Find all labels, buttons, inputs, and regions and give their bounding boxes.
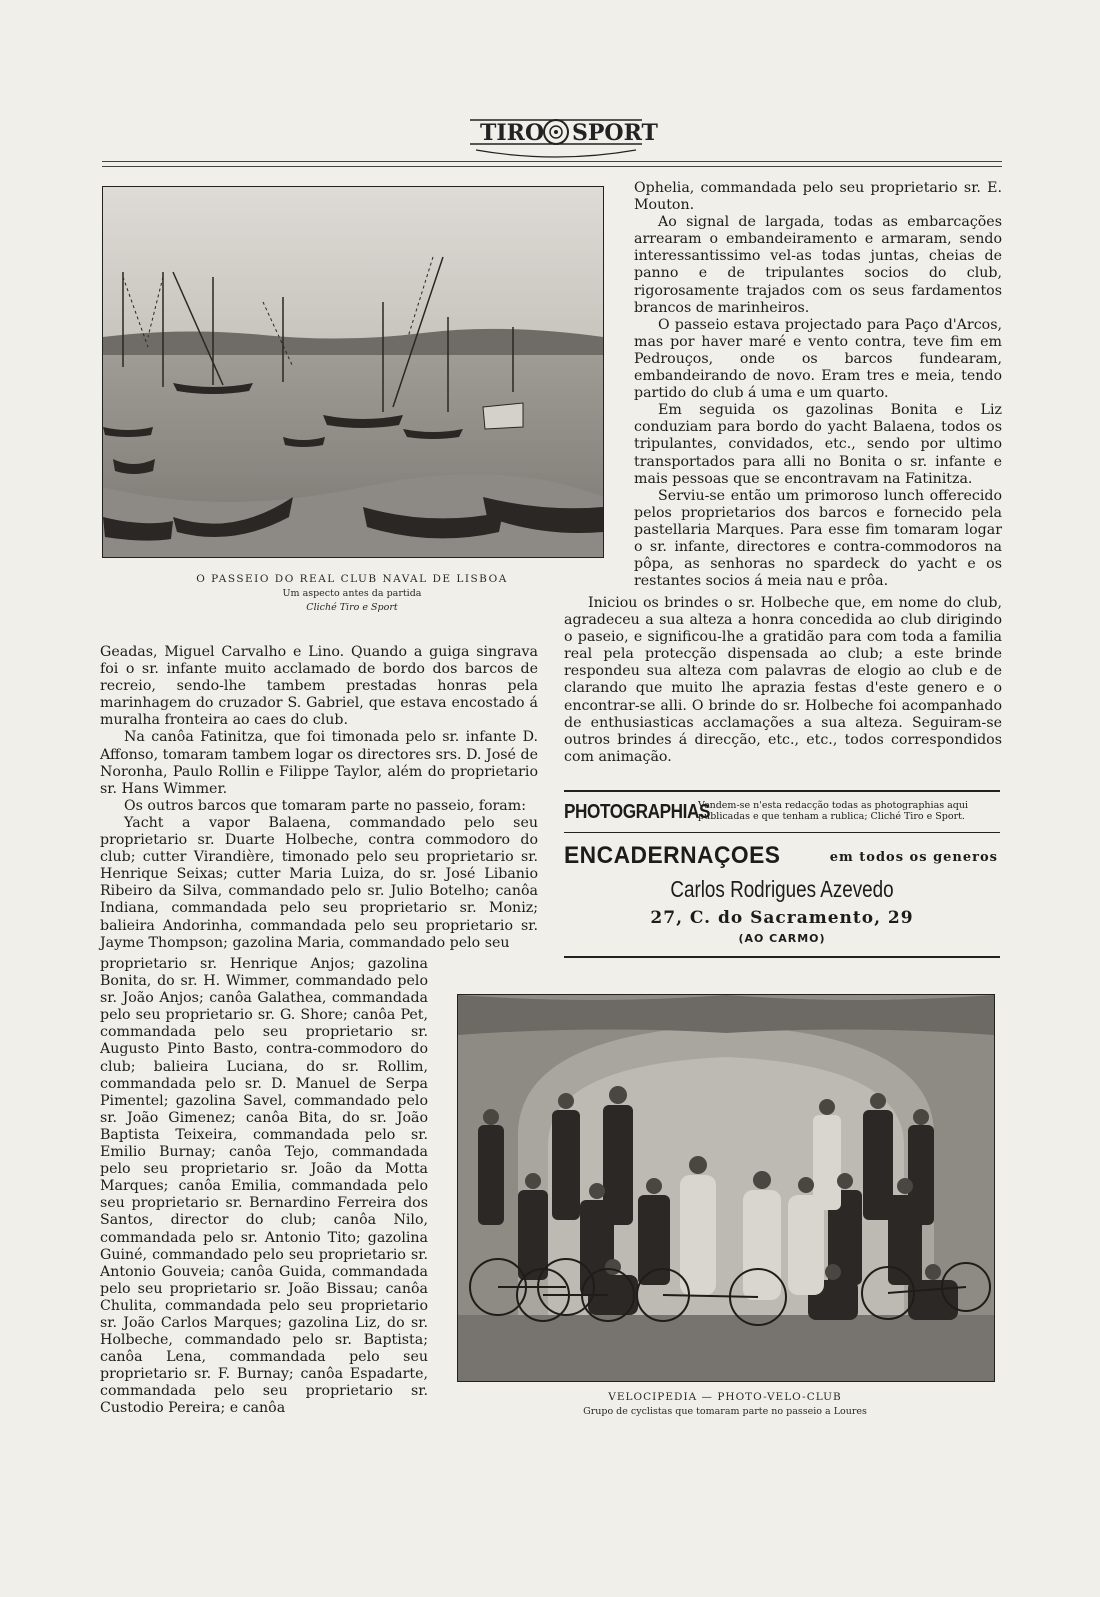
- article-mid-column: [564, 595, 1002, 766]
- ad-encadernacoes-location: (AO CARMO): [738, 932, 826, 945]
- paragraph: Serviu-se então um primoroso lunch offerecido pelos proprietarios dos barcos e fornecido pela pastellaria Marques. Para esse fim tomaram logar o sr. infante, directores e contra-commodoros na pôpa, as senhoras no spardeck do yacht e os restantes socios á meia nau e prôa.: [634, 487, 1002, 590]
- article-left-column: [100, 644, 538, 952]
- ad-photographias-text: Vendem-se n'esta redacção todas as photographias aqui publicadas e que tenham a rublica; Cliché Tiro e Sport.: [698, 800, 969, 822]
- svg-text:SPORT: SPORT: [572, 120, 658, 146]
- photo2-caption-sub: Grupo de cyclistas que tomaram parte no passeio a Loures: [583, 1406, 867, 1417]
- header-rule: [102, 166, 1002, 167]
- paragraph: Ao signal de largada, todas as embarcações arrearam o embandeiramento e armaram, sendo interessantissimo vel-as todas juntas, cheias de panno e de tripulantes socios do club, rigorosamente trajados com os seus fardamentos brancos de marinheiros.: [634, 214, 1002, 316]
- paragraph: Na canôa Fatinitza, que foi timonada pelo sr. infante D. Affonso, tomaram tambem logar os directores srs. D. José de Noronha, Paulo Rollin e Filippe Taylor, além do proprietario sr. Hans Wimmer.: [100, 729, 538, 797]
- photo1-caption-sub: Um aspecto antes da partida: [282, 588, 422, 599]
- paragraph: Os outros barcos que tomaram parte no passeio, foram:: [124, 797, 526, 814]
- photo2-caption: [457, 1391, 993, 1417]
- paragraph: O passeio estava projectado para Paço d'Arcos, mas por haver maré e vento contra, teve fim em Pedrouços, onde os barcos fundearam, embandeirando de novo. Eram tres e meia, tendo partido do club á uma e um quarto.: [634, 316, 1002, 402]
- paragraph: Geadas, Miguel Carvalho e Lino. Quando a guiga singrava foi o sr. infante muito acclamado de bordo dos barcos de recreio, sendo-lhe tambem prestadas honras pela marinhagem do cruzador S. Gabriel, que estava encostado á muralha fronteira ao caes do club.: [100, 644, 538, 729]
- article-left-narrow-column: [100, 956, 428, 1418]
- paragraph: Em seguida os gazolinas Bonita e Liz conduziam para bordo do yacht Balaena, todos os tripulantes, convidados, etc., sendo por ultimo transportados para alli no Bonita o sr. infante e mais pessoas que se encontravam na Fatinitza.: [634, 402, 1002, 487]
- ad-encadernacoes: [564, 842, 1000, 952]
- ad-encadernacoes-title: ENCADERNAÇOES: [564, 842, 781, 869]
- ad-rule: [564, 790, 1000, 792]
- article-right-column: [634, 180, 1002, 590]
- header-rule: [102, 161, 1002, 162]
- ad-photographias: [564, 800, 1000, 830]
- svg-text:TIRO: TIRO: [480, 120, 545, 146]
- photo1-caption-credit: Cliché Tiro e Sport: [306, 602, 398, 613]
- paragraph: Ophelia, commandada pelo seu proprietario sr. E. Mouton.: [634, 180, 1002, 214]
- ad-encadernacoes-tail: em todos os generos: [829, 850, 998, 865]
- paragraph: proprietario sr. Henrique Anjos; gazolina Bonita, do sr. H. Wimmer, commandado pelo sr. João Anjos; canôa Galathea, commandada pelo seu proprietario sr. G. Shore; canôa Pet, commandada pelo seu proprietario sr. Augusto Pinto Basto, contra-commodoro do club; balieira Luciana, do sr. Rollim, commandada pelo sr. D. Manuel de Serpa Pimentel; gazolina Savel, commandado pelo sr. João Gimenez; canôa Bita, do sr. João Baptista Teixeira, commandada pelo sr. Emilio Burnay; canôa Tejo, commandada pelo seu proprietario sr. João da Motta Marques; canôa Emilia, commandada pelo seu proprietario sr. Bernardino Ferreira dos Santos, director do club; canôa Nilo, commandada pelo sr. Antonio Tito; gazolina Guiné, commandado pelo seu proprietario sr. Antonio Gouveia; canôa Guida, commandada pelo seu proprietario sr. João Bissau; canôa Chulita, commandada pelo seu proprietario sr. João Carlos Marques; gazolina Liz, do sr. Holbeche, commandado pelo sr. Baptista; canôa Lena, commandada pelo seu proprietario sr. F. Burnay; canôa Espadarte, commandada pelo seu proprietario sr. Custodio Pereira; e canôa: [100, 956, 428, 1417]
- ad-encadernacoes-name: Carlos Rodrigues Azevedo: [670, 876, 894, 902]
- paragraph: Iniciou os brindes o sr. Holbeche que, em nome do club, agradeceu a sua alteza a honra concedida ao club dirigindo o paseio, e significou-lhe a gratidão para com toda a familia real pela protecção dispensada ao club; a este brinde respondeu sua alteza com palavras de elogio ao club e de clarando que muito lhe aprazia festas d'este genero e o encontrar-se alli. O brinde do sr. Holbeche foi acompanhado de enthusiasticas acclamações a sua alteza. Seguiram-se outros brindes á direcção, etc., etc., todos correspondidos com animação.: [564, 595, 1002, 765]
- ad-rule: [564, 956, 1000, 958]
- ad-photographias-title: PHOTOGRAPHIAS: [564, 801, 711, 823]
- photo-cyclists-group: [457, 994, 995, 1382]
- photo1-caption-title: O PASSEIO DO REAL CLUB NAVAL DE LISBOA: [196, 573, 508, 585]
- masthead-logo: [466, 106, 658, 158]
- photo-harbour-boats: [102, 186, 604, 558]
- ad-rule: [564, 832, 1000, 833]
- photo2-caption-title: VELOCIPEDIA — PHOTO-VELO-CLUB: [608, 1391, 842, 1403]
- paragraph: Yacht a vapor Balaena, commandado pelo seu proprietario sr. Duarte Holbeche, contra commodoro do club; cutter Virandière, timonado pelo seu proprietario sr. Henrique Seixas; cutter Maria Luiza, do sr. José Libanio Ribeiro da Silva, commandado pelo sr. Julio Botelho; canôa Indiana, commandada pelo seu proprietario sr. Moniz; balieira Andorinha, commandada pelo seu proprietario sr. Jayme Thompson; gazolina Maria, commandado pelo seu: [100, 814, 538, 951]
- ad-encadernacoes-address: 27, C. do Sacramento, 29: [650, 908, 914, 928]
- photo1-caption: [102, 573, 602, 613]
